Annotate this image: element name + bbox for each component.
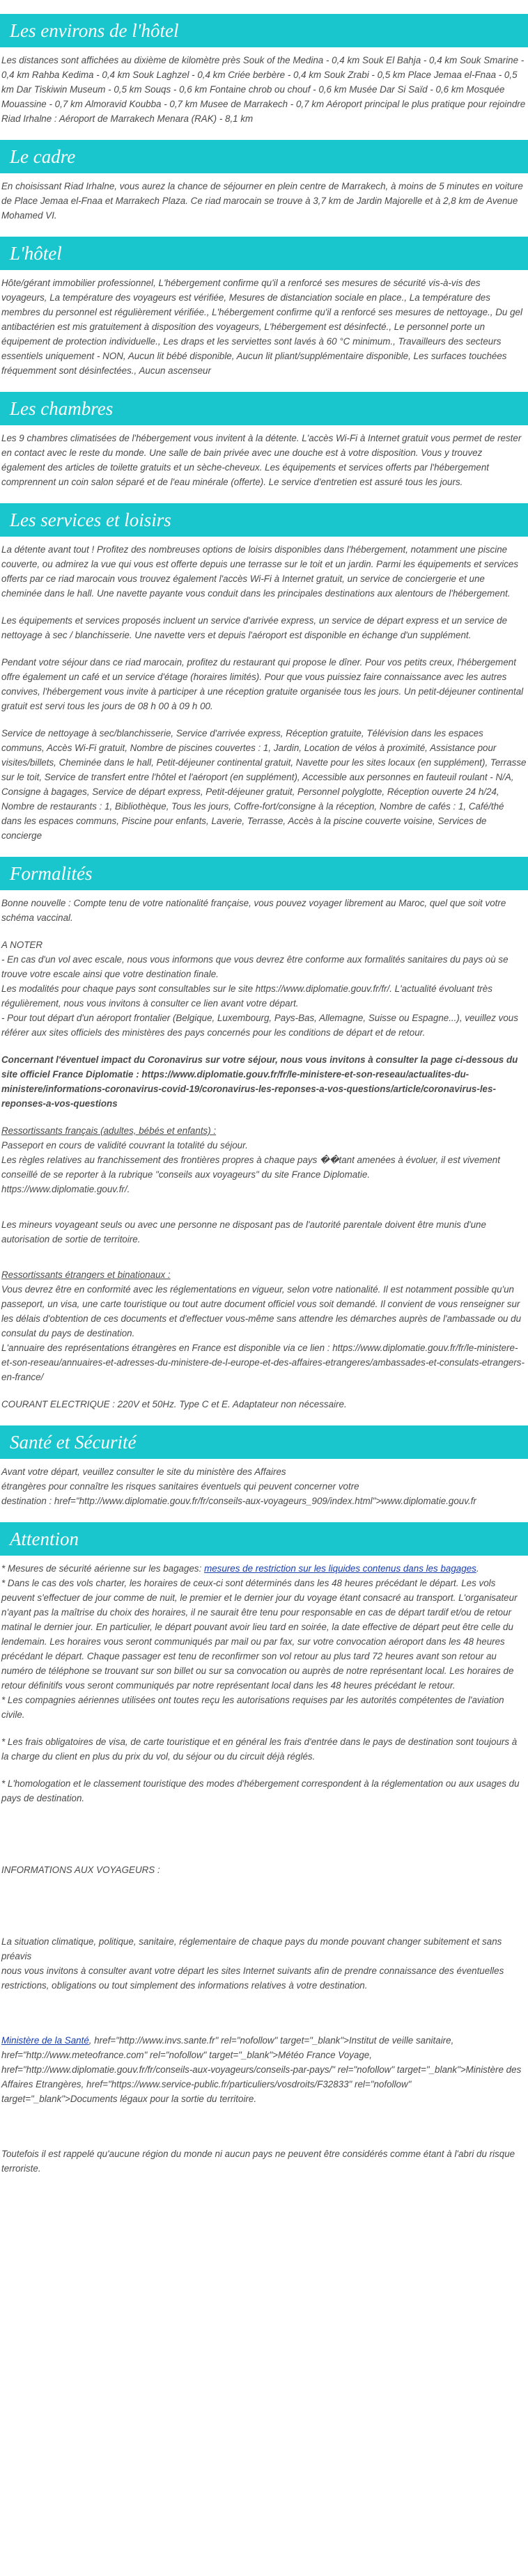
cadre-text: En choisissant Riad Irhalne, vous aurez la chance de séjourner en plein centre de Marrakech, à moins de 5 minutes en voiture de Place Jemaa el-Fnaa et Marrakech Plaza. Ce riad marocain se trouve à 3,7 km de Jardin Majorelle et à 2,8 km de Avenue Mohamed VI. [1, 181, 523, 221]
french-nationals-line-1: Passeport en cours de validité couvrant la totalité du séjour. [1, 1140, 248, 1151]
environs-text: Les distances sont affichées au dixième de kilomètre près Souk of the Medina - 0,4 km Souk El Bahja - 0,4 km Souk Smarine - 0,4 km Rahba Kedima - 0,4 km Souk Laghzel - 0,4 km Criée berbère - 0,4 km Souk Zrabi - 0,5 km Place Jemaa el-Fnaa - 0,5 km Dar Tiskiwin Museum - 0,5 km Souqs - 0,6 km Fontaine chrob ou chouf - 0,6 km Musée Dar Si Saïd - 0,6 km Mosquée Mouassine - 0,7 km Almoravid Koubba - 0,7 km Musee de Marrakech - 0,7 km Aéroport principal le plus pratique pour rejoindre Riad Irhalne : Aéroport de Marrakech Menara (RAK) - 8,1 km [1, 55, 526, 124]
french-nationals-line-3: https://www.diplomatie.gouv.fr/. [1, 1184, 130, 1194]
section-cadre [0, 140, 528, 223]
attention-line-2: * Dans le cas des vols charter, les horaires de ceux-ci sont déterminés dans les 48 heures précédant le départ. Les vols peuvent s'effectuer de jour comme de nuit, le premier et le dernier jour du voyage étant consacré au transport. L'organisateur n'ayant pas la maîtrise du choix des horaires, il ne saurait être tenu pour responsable en cas de départ tardif et/ou de retour matinal le dernier jour. En particulier, le départ pouvant avoir lieu tard en soirée, la date effective de départ peut être celle du lendemain. Les horaires vous seront communiqués par mail ou par fax, sur votre convocation aéroport dans les 48 heures précédant le départ. Chaque passager est tenu de reconfirmer son vol retour au plus tard 72 heures avant son retour au numéro de téléphone se trouvant sur son billet ou sur sa convocation ou auprès de notre représentant local. Les horaires de retour définitifs vous seront communiqués par notre représentant local dans les 48 heures précédant le retour. [1, 1578, 518, 1691]
section-title-environs: Les environs de l'hôtel [0, 14, 528, 47]
attention-line-3: * Les compagnies aériennes utilisées ont toutes reçu les autorisations requises par les autorités compétentes de l'aviation civile. [1, 1695, 504, 1720]
baggage-security-label: * Mesures de sécurité aérienne sur les bagages: [1, 1563, 202, 1574]
info-voyageurs-title: INFORMATIONS AUX VOYAGEURS : [1, 1865, 160, 1875]
section-title-sante: Santé et Sécurité [0, 1425, 528, 1459]
note-line-3: - Pour tout départ d'un aéroport frontalier (Belgique, Luxembourg, Pays-Bas, Allemagne, Suisse ou Espagne...), veuillez vous référer aux sites officiels des ministères des pays concernés pour les conditions de départ et de retour. [1, 1013, 518, 1038]
attention-line-4: * Les frais obligatoires de visa, de carte touristique et en général les frais d'entrée dans le pays de destination sont toujours à la charge du client en plus du prix du vol, du séjour ou du circuit déjà réglés. [1, 1737, 518, 1762]
electric-current-text: COURANT ELECTRIQUE : 220V et 50Hz. Type C et E. Adaptateur non nécessaire. [1, 1399, 347, 1409]
foreign-nationals-title: Ressortissants étrangers et binationaux : [1, 1270, 171, 1280]
attention-line-1: * Mesures de sécurité aérienne sur les bagages: mesures de restriction sur les liquides contenus dans les bagages. [1, 1563, 479, 1574]
attention-block-1 [1, 1561, 527, 1722]
note-line-2: Les modalités pour chaque pays sont consultables sur le site https://www.diplomatie.gouv.fr/fr/. L'actualité évoluant très régulièrement, nous vous invitons à consulter ce lien avant votre départ. [1, 983, 492, 1009]
section-title-chambres: Les chambres [0, 392, 528, 425]
section-title-attention: Attention [0, 1522, 528, 1556]
useful-links-rest: , href="http://www.invs.sante.fr" rel="nofollow" target="_blank">Institut de veille sanitaire, href="http://www.meteofrance.com" rel="nofollow" target="_blank">Météo France Voyage, href="http://www.diplomatie.gouv.fr/fr/conseils-aux-voyageurs/conseils-par-pays/" rel="nofollow" target="_blank">Ministère des Affaires Etrangères, href="https://www.service-public.fr/particuliers/vosdroits/F32833" rel="nofollow" target="_blank">Documents légaux pour la sortie du territoire. [1, 2035, 522, 2104]
services-paragraph-4: Service de nettoyage à sec/blanchisserie, Service d'arrivée express, Réception gratuite, Télévision dans les espaces communs, Accès Wi-Fi gratuit, Nombre de piscines couvertes : 1, Jardin, Location de vélos à proximité, Assistance pour visites/billets, Cheminée dans le hall, Petit-déjeuner continental gratuit, Navette pour les sites locaux (en supplément), Terrasse sur le toit, Service de transfert entre l'hôtel et l'aéroport (en supplément), Accessible aux personnes en fauteuil roulant - N/A, Consigne à bagages, Service de départ express, Petit-déjeuner gratuit, Personnel polyglotte, Réception ouverte 24 h/24, Nombre de restaurants : 1, Bibliothèque, Tous les jours, Coffre-fort/consigne à la réception, Nombre de cafés : 1, Café/thé dans les espaces communs, Piscine pour enfants, Laverie, Terrasse, Accès à la piscine couverte voisine, Services de concierge [1, 728, 527, 841]
sante-line-3: destination : href="http://www.diplomatie.gouv.fr/fr/conseils-aux-voyageurs_909/index.html">www.diplomatie.gouv.fr [1, 1496, 476, 1506]
terror-risk-text: Toutefois il est rappelé qu'aucune région du monde ni aucun pays ne peuvent être considérés comme étant à l'abri du risque terroriste. [1, 2149, 515, 2174]
sante-line-2: étrangères pour connaître les risques sanitaires éventuels qui peuvent concerner votre [1, 1481, 359, 1492]
section-environs [0, 14, 528, 126]
useful-links-text [1, 2033, 527, 2106]
section-formalites [0, 857, 528, 1412]
sante-text [1, 1464, 527, 1508]
services-paragraph-1: La détente avant tout ! Profitez des nombreuses options de loisirs disponibles dans l'hébergement, notamment une piscine couverte, ou admirez la vue qui vous est offerte depuis une terrasse sur le toit et un jardin. Parmi les équipements et services offerts par ce riad marocain vous trouvez également l'accès Wi-Fi à Internet gratuit, un service de conciergerie et une cheminée dans le hall. Une navette payante vous conduit dans les principales destinations aux alentours de l'hébergement. [1, 544, 519, 599]
section-title-hotel: L'hôtel [0, 237, 528, 270]
french-nationals-line-2: Les règles relatives au franchissement des frontières propres à chaque pays ��tant amenées à évoluer, il est vivement conseillé de se reporter à la rubrique "conseils aux voyageurs" du site France Diplomatie. [1, 1155, 500, 1180]
section-title-cadre: Le cadre [0, 140, 528, 173]
section-title-formalites: Formalités [0, 857, 528, 890]
formalites-note [1, 938, 527, 1040]
info-voyageurs-text [1, 1934, 527, 1993]
french-nationals-title: Ressortissants français (adultes, bébés et enfants) : [1, 1125, 217, 1136]
page [0, 14, 528, 2576]
info-line-1: La situation climatique, politique, sanitaire, réglementaire de chaque pays du monde pouvant changer subitement et sans préavis [1, 1936, 502, 1961]
section-chambres [0, 392, 528, 489]
foreign-nationals-line-1: Vous devrez être en conformité avec les réglementations en vigueur, selon votre nationalité. Il est notamment possible qu'un passeport, un visa, une carte touristique ou tout autre document officiel vous soit demandé. Il convient de vous renseigner sur les délais d'obtention de ces documents et d'effectuer vous-même sans attendre les démarches auprès de l'ambassade ou du consulat du pays de destination. [1, 1284, 522, 1338]
section-services [0, 503, 528, 843]
attention-line-5: * L'homologation et le classement touristique des modes d'hébergement correspondent à la réglementation ou aux usages du pays de destination. [1, 1778, 520, 1803]
note-title: A NOTER [1, 940, 43, 950]
ministere-sante-link[interactable]: Ministère de la Santé [1, 2035, 89, 2046]
french-nationals-block [1, 1123, 527, 1196]
liquids-restriction-link[interactable]: mesures de restriction sur les liquides contenus dans les bagages [204, 1563, 476, 1574]
sante-line-1: Avant votre départ, veuillez consulter le site du ministère des Affaires [1, 1467, 286, 1477]
note-line-1: - En cas d'un vol avec escale, nous vous informons que vous devrez être conforme aux formalités sanitaires du pays où se trouve votre escale ainsi que votre destination finale. [1, 954, 508, 979]
services-paragraph-3: Pendant votre séjour dans ce riad marocain, profitez du restaurant qui propose le dîner. Pour vos petits creux, l'hébergement offre également un café et un service d'étage (horaires limités). Pour que vous puissiez faire connaissance avec les autres convives, l'hébergement vous invite à participer à une réception gratuite organisée tous les jours. Un petit-déjeuner continental gratuit est servi tous les jours de 08 h 00 à 09 h 00. [1, 657, 524, 711]
info-line-2: nous vous invitons à consulter avant votre départ les sites Internet suivants afin de prendre connaissance des éventuelles restrictions, obligations ou tout simplement des informations relatives à votre destination. [1, 1966, 504, 1991]
foreign-nationals-block [1, 1267, 527, 1384]
services-paragraph-2: Les équipements et services proposés incluent un service d'arrivée express, un service de départ express et un service de nettoyage à sec / blanchisserie. Une navette vers et depuis l'aéroport est disponible en échange d'un supplément. [1, 615, 508, 640]
foreign-nationals-line-2: L'annuaire des représentations étrangères en France est disponible via ce lien : https://www.diplomatie.gouv.fr/fr/le-ministere-et-son-reseau/annuaires-et-adresses-du-ministere-de-l-europe-et-des-affaires-etrangeres/ambassades-et-consulats-etrangers-en-france/ [1, 1343, 525, 1382]
section-hotel [0, 237, 528, 378]
section-title-services: Les services et loisirs [0, 503, 528, 537]
formalites-intro: Bonne nouvelle : Compte tenu de votre nationalité française, vous pouvez voyager librement au Maroc, quel que soit votre schéma vaccinal. [1, 898, 506, 923]
hotel-text: Hôte/gérant immobilier professionnel, L'hébergement confirme qu'il a renforcé ses mesures de sécurité vis-à-vis des voyageurs, La température des voyageurs est vérifiée, Mesures de distanciation sociale en place., La température des membres du personnel est régulièrement vérifiée., L'hébergement confirme qu'il a renforcé ses mesures de nettoyage., Du gel antibactérien est mis gratuitement à disposition des voyageurs, L'hébergement est désinfecté., Le personnel porte un équipement de protection individuelle., Les draps et les serviettes sont lavés à 60 °C minimum., Travailleurs des secteurs essentiels uniquement - NON, Aucun lit bébé disponible, Aucun lit pliant/supplémentaire disponible, Les surfaces touchées fréquemment sont désinfectées., Aucun ascenseur [1, 278, 522, 376]
section-attention [0, 1522, 528, 2176]
chambres-text: Les 9 chambres climatisées de l'hébergement vous invitent à la détente. L'accès Wi-Fi à Internet gratuit vous permet de rester en contact avec le reste du monde. Une salle de bain privée avec une douche est à votre disposition. Vous y trouvez également des articles de toilette gratuits et un sèche-cheveux. Les équipements et services offerts par l'hébergement comprennent un coin salon séparé et de l'eau minérale (offerte). Le service d'entretien est assuré tous les jours. [1, 433, 522, 487]
minors-text: Les mineurs voyageant seuls ou avec une personne ne disposant pas de l'autorité parentale doivent être munis d'une autorisation de sortie de territoire. [1, 1219, 486, 1244]
covid-notice: Concernant l'éventuel impact du Coronavirus sur votre séjour, nous vous invitons à consulter la page ci-dessous du site officiel France Diplomatie : https://www.diplomatie.gouv.fr/fr/le-ministere-et-son-reseau/actualites-du-ministere/informations-coronavirus-covid-19/coronavirus-les-reponses-a-vos-questions/article/coronavirus-les-reponses-a-vos-questions [1, 1054, 518, 1109]
section-sante [0, 1425, 528, 1508]
